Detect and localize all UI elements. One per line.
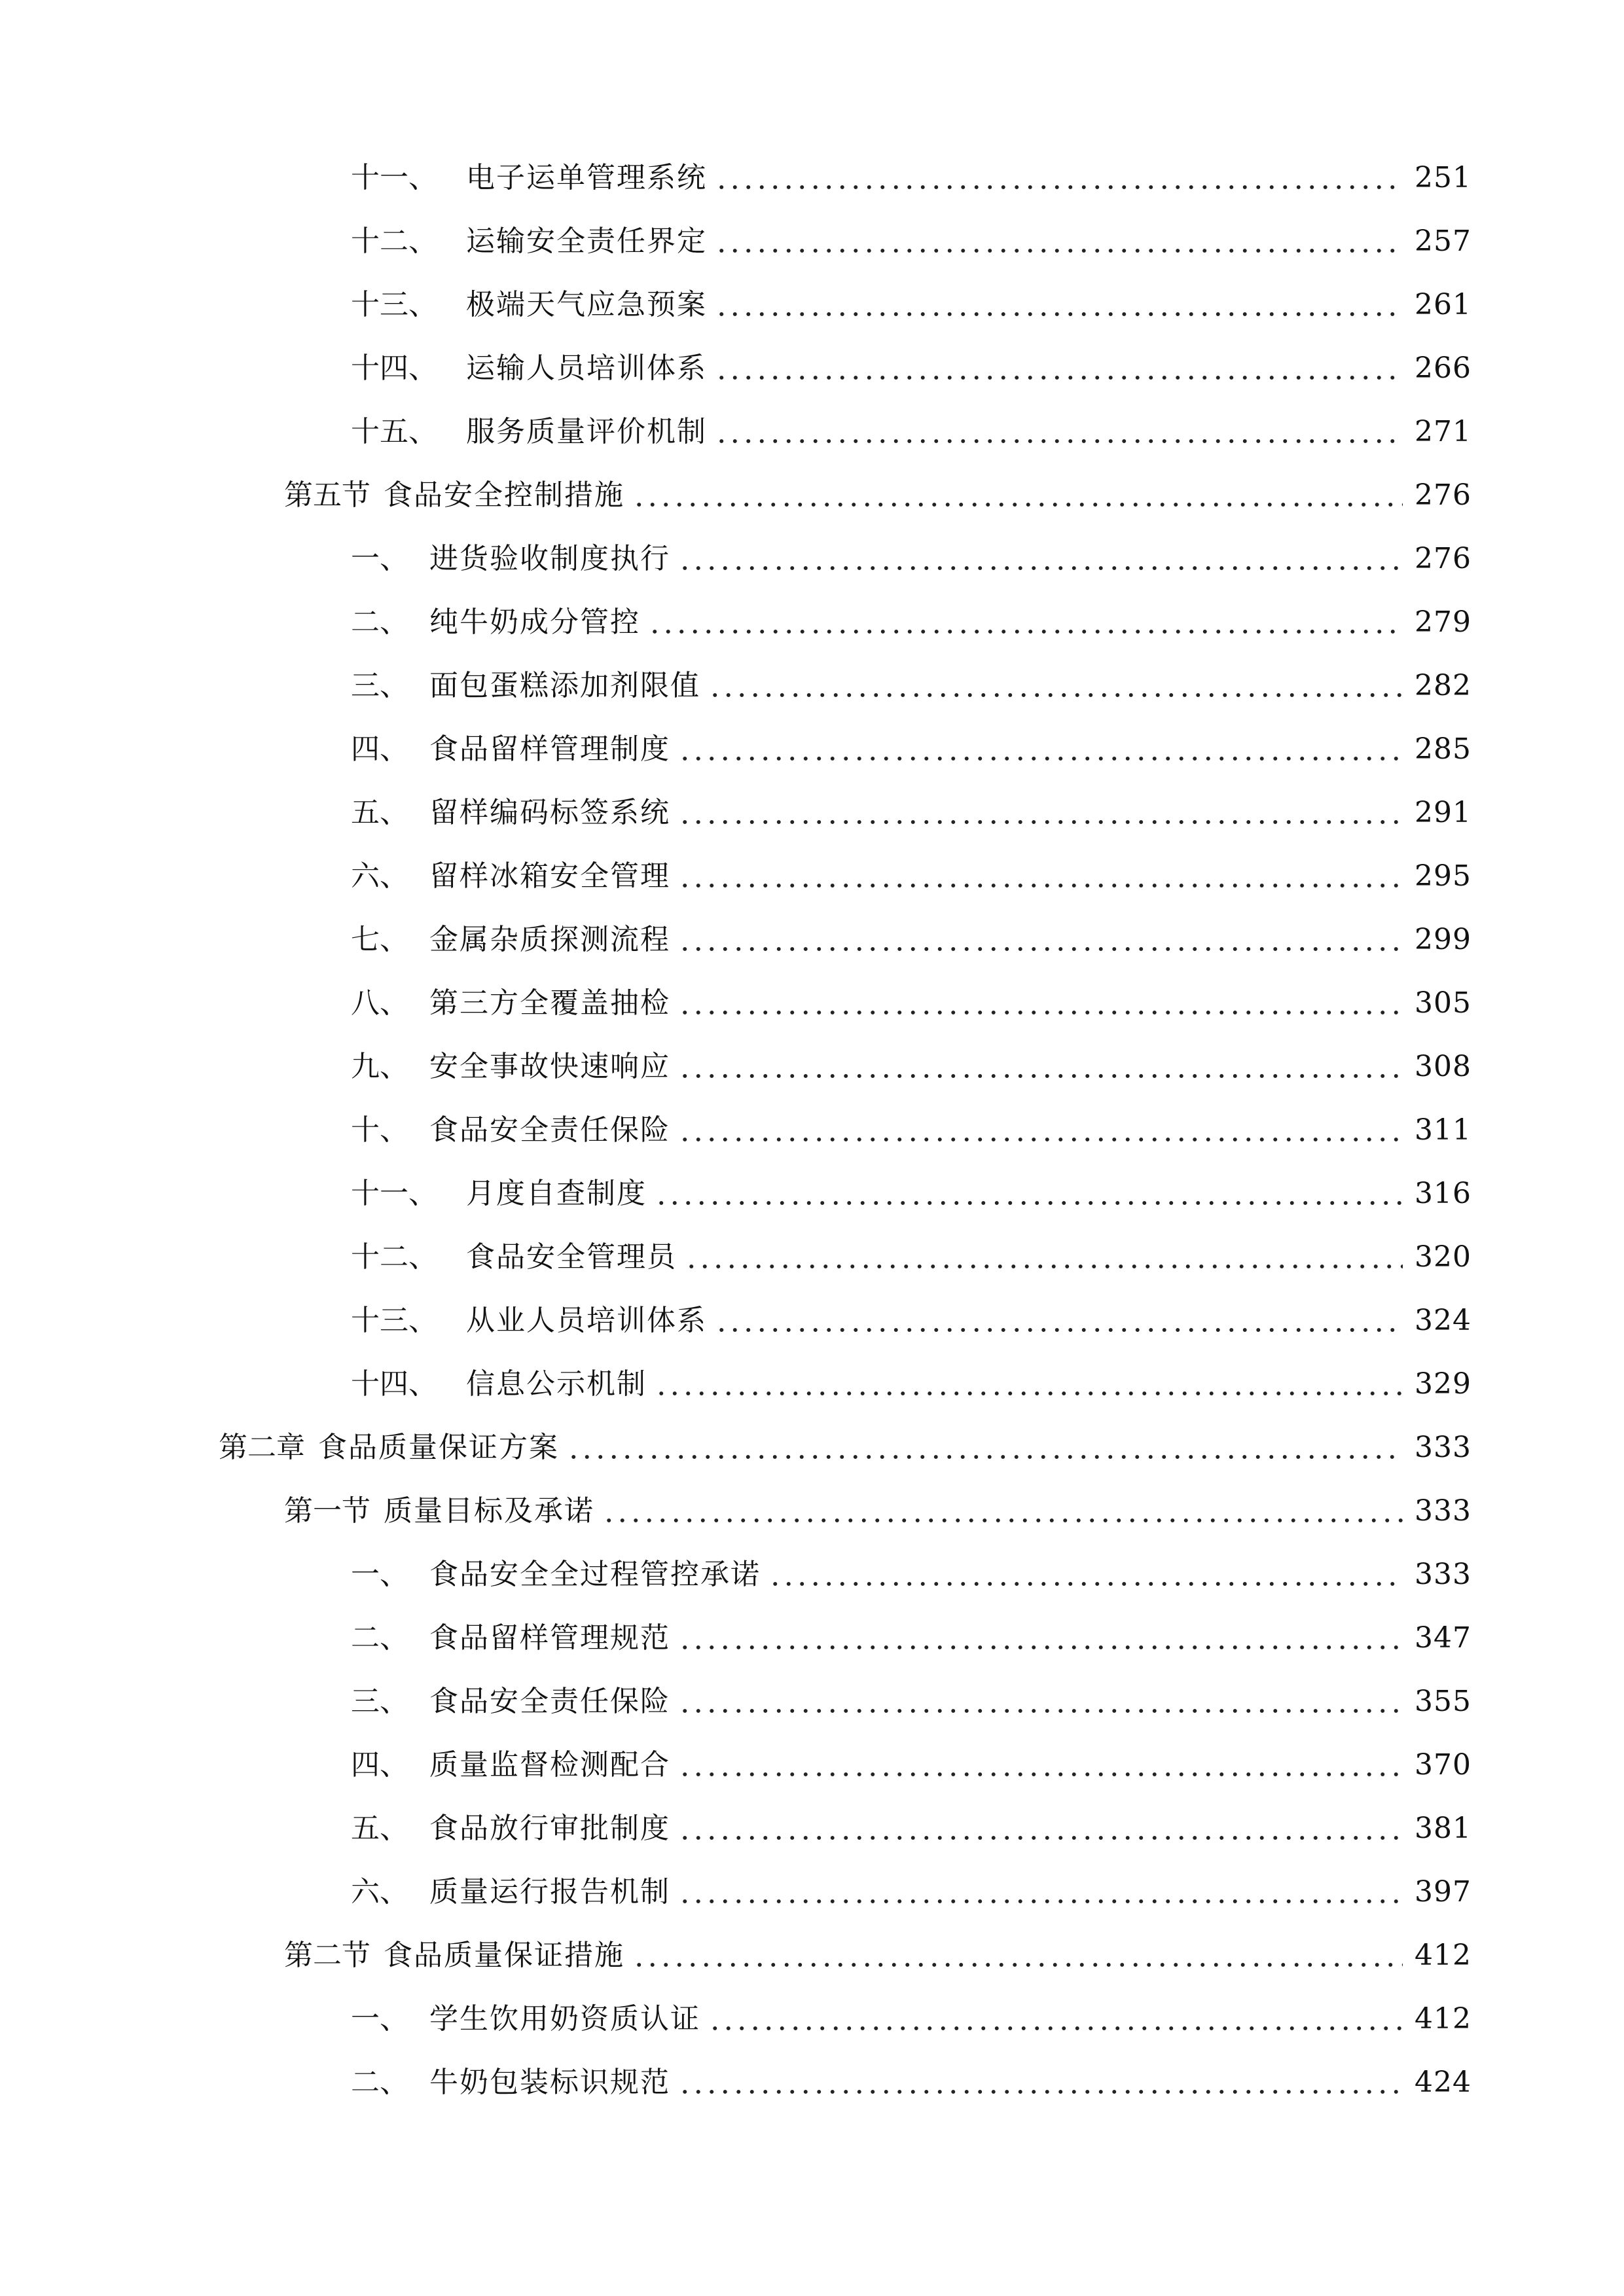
toc-entry-number: 十一、 — [351, 161, 437, 194]
toc-entry[interactable] — [351, 2063, 1471, 2102]
toc-entry[interactable] — [351, 920, 1471, 960]
toc-entry[interactable] — [351, 349, 1471, 388]
dot-leader — [678, 793, 1403, 833]
toc-entry-page: 308 — [1415, 1050, 1471, 1083]
toc-entry-page: 295 — [1415, 859, 1471, 893]
toc-entry[interactable] — [351, 412, 1471, 452]
toc-entry-page: 261 — [1415, 288, 1471, 321]
toc-entry-number: 十五、 — [351, 415, 437, 448]
toc-entry-title: 电子运单管理系统 — [466, 161, 707, 194]
dot-leader — [655, 1174, 1403, 1213]
toc-entry[interactable] — [351, 1238, 1471, 1277]
toc-entry[interactable] — [351, 285, 1471, 325]
toc-entry-number: 七、 — [351, 923, 408, 956]
toc-entry-number: 三、 — [351, 669, 408, 702]
dot-leader — [655, 1365, 1403, 1404]
toc-entry[interactable] — [351, 539, 1471, 579]
dot-leader — [708, 2000, 1403, 2039]
toc-entry-title: 食品留样管理制度 — [429, 732, 670, 766]
toc-entry-title: 留样编码标签系统 — [429, 796, 670, 829]
toc-entry[interactable] — [351, 1174, 1471, 1213]
toc-entry-page: 311 — [1415, 1113, 1471, 1147]
dot-leader — [648, 603, 1403, 642]
dot-leader — [715, 412, 1403, 452]
toc-entry-title: 食品安全控制措施 — [384, 478, 624, 512]
toc-entry-section[interactable] — [284, 1936, 1471, 1975]
toc-entry-title: 质量运行报告机制 — [429, 1875, 670, 1909]
toc-entry-page: 316 — [1415, 1177, 1471, 1210]
toc-entry-title: 留样冰箱安全管理 — [429, 859, 670, 893]
toc-entry-page: 412 — [1415, 2002, 1471, 2036]
toc-entry-page: 276 — [1415, 478, 1471, 512]
toc-entry-page: 333 — [1415, 1431, 1471, 1464]
toc-entry[interactable] — [351, 857, 1471, 896]
dot-leader — [715, 285, 1403, 325]
toc-entry-title: 金属杂质探测流程 — [429, 923, 670, 956]
toc-entry[interactable] — [351, 984, 1471, 1023]
toc-entry-page: 397 — [1415, 1875, 1471, 1909]
toc-entry-section[interactable] — [284, 476, 1471, 515]
toc-entry-title: 食品质量保证方案 — [318, 1431, 559, 1464]
toc-entry-number: 第二章 — [219, 1431, 305, 1464]
toc-entry[interactable] — [351, 1682, 1471, 1721]
toc-entry[interactable] — [351, 158, 1471, 198]
toc-entry-number: 五、 — [351, 796, 408, 829]
toc-entry-title: 服务质量评价机制 — [466, 415, 707, 448]
toc-entry[interactable] — [351, 793, 1471, 833]
toc-entry-page: 329 — [1415, 1367, 1471, 1401]
toc-entry[interactable] — [351, 1619, 1471, 1658]
toc-entry-page: 282 — [1415, 669, 1471, 702]
toc-entry-title: 食品安全责任保险 — [429, 1113, 670, 1147]
toc-entry-number: 一、 — [351, 1558, 408, 1591]
toc-entry[interactable] — [351, 1555, 1471, 1594]
toc-entry-title: 第三方全覆盖抽检 — [429, 986, 670, 1020]
dot-leader — [678, 857, 1403, 896]
toc-entry-page: 276 — [1415, 542, 1471, 575]
toc-entry-title: 食品安全全过程管控承诺 — [429, 1558, 761, 1591]
toc-entry-page: 279 — [1415, 605, 1471, 639]
toc-entry-title: 月度自查制度 — [466, 1177, 647, 1210]
toc-entry-number: 第五节 — [284, 478, 370, 512]
dot-leader — [678, 1682, 1403, 1721]
toc-entry-title: 运输安全责任界定 — [466, 224, 707, 258]
toc-entry-page: 299 — [1415, 923, 1471, 956]
toc-entry-title: 进货验收制度执行 — [429, 542, 670, 575]
dot-leader — [715, 222, 1403, 261]
toc-entry-number: 第一节 — [284, 1494, 370, 1528]
dot-leader — [715, 349, 1403, 388]
toc-entry-number: 二、 — [351, 1621, 408, 1655]
dot-leader — [708, 666, 1403, 706]
toc-entry-page: 266 — [1415, 351, 1471, 385]
toc-entry-number: 一、 — [351, 542, 408, 575]
toc-entry-number: 六、 — [351, 1875, 408, 1909]
dot-leader — [678, 539, 1403, 579]
toc-entry[interactable] — [351, 1873, 1471, 1912]
toc-entry-page: 271 — [1415, 415, 1471, 448]
toc-entry-title: 食品安全责任保险 — [429, 1685, 670, 1718]
toc-entry[interactable] — [351, 1809, 1471, 1848]
toc-entry[interactable] — [351, 1111, 1471, 1150]
toc-entry-chapter[interactable] — [219, 1428, 1471, 1467]
toc-entry-number: 九、 — [351, 1050, 408, 1083]
toc-entry-number: 三、 — [351, 1685, 408, 1718]
toc-entry-page: 370 — [1415, 1748, 1471, 1782]
dot-leader — [678, 920, 1403, 960]
toc-entry-number: 八、 — [351, 986, 408, 1020]
toc-entry-number: 二、 — [351, 2066, 408, 2099]
toc-entry-number: 二、 — [351, 605, 408, 639]
toc-entry-number: 四、 — [351, 732, 408, 766]
toc-entry-page: 424 — [1415, 2066, 1471, 2099]
toc-entry-page: 381 — [1415, 1812, 1471, 1845]
toc-entry-title: 学生饮用奶资质认证 — [429, 2002, 700, 2036]
dot-leader — [678, 730, 1403, 769]
toc-entry-number: 十二、 — [351, 1240, 437, 1274]
toc-entry[interactable] — [351, 1746, 1471, 1785]
dot-leader — [678, 1111, 1403, 1150]
toc-entry-page: 251 — [1415, 161, 1471, 194]
toc-entry-page: 291 — [1415, 796, 1471, 829]
toc-entry[interactable] — [351, 1365, 1471, 1404]
toc-entry[interactable] — [351, 666, 1471, 706]
dot-leader — [678, 1619, 1403, 1658]
toc-entry-number: 十四、 — [351, 351, 437, 385]
toc-entry-page: 355 — [1415, 1685, 1471, 1718]
toc-entry-title: 面包蛋糕添加剂限值 — [429, 669, 700, 702]
toc-entry-title: 食品放行审批制度 — [429, 1812, 670, 1845]
toc-entry-page: 320 — [1415, 1240, 1471, 1274]
dot-leader — [678, 984, 1403, 1023]
dot-leader — [768, 1555, 1403, 1594]
dot-leader — [678, 2063, 1403, 2102]
toc-entry-title: 质量目标及承诺 — [384, 1494, 594, 1528]
toc-entry-title: 纯牛奶成分管控 — [429, 605, 640, 639]
dot-leader — [678, 1873, 1403, 1912]
toc-entry-title: 从业人员培训体系 — [466, 1304, 707, 1337]
toc-entry[interactable] — [351, 730, 1471, 769]
toc-entry-title: 安全事故快速响应 — [429, 1050, 670, 1083]
toc-entry-number: 十、 — [351, 1113, 408, 1147]
toc-entry-title: 信息公示机制 — [466, 1367, 647, 1401]
toc-entry-title: 食品质量保证措施 — [384, 1939, 624, 1972]
dot-leader — [567, 1428, 1403, 1467]
toc-entry-number: 一、 — [351, 2002, 408, 2036]
toc-entry-number: 四、 — [351, 1748, 408, 1782]
toc-entry-number: 十一、 — [351, 1177, 437, 1210]
toc-entry-page: 257 — [1415, 224, 1471, 258]
toc-entry[interactable] — [351, 2000, 1471, 2039]
toc-entry-section[interactable] — [284, 1492, 1471, 1531]
toc-entry-title: 食品安全管理员 — [466, 1240, 677, 1274]
toc-entry-page: 333 — [1415, 1558, 1471, 1591]
toc-entry-title: 质量监督检测配合 — [429, 1748, 670, 1782]
toc-entry-number: 五、 — [351, 1812, 408, 1845]
toc-entry-title: 极端天气应急预案 — [466, 288, 707, 321]
toc-entry-page: 347 — [1415, 1621, 1471, 1655]
toc-entry[interactable] — [351, 1301, 1471, 1340]
toc-entry-page: 324 — [1415, 1304, 1471, 1337]
toc-entry-number: 第二节 — [284, 1939, 370, 1972]
toc-entry-title: 运输人员培训体系 — [466, 351, 707, 385]
dot-leader — [602, 1492, 1403, 1531]
dot-leader — [715, 1301, 1403, 1340]
dot-leader — [678, 1746, 1403, 1785]
dot-leader — [715, 158, 1403, 198]
toc-entry-page: 333 — [1415, 1494, 1471, 1528]
dot-leader — [678, 1047, 1403, 1086]
toc-entry[interactable] — [351, 1047, 1471, 1086]
toc-entry-number: 十三、 — [351, 1304, 437, 1337]
toc-entry[interactable] — [351, 603, 1471, 642]
toc-entry-page: 285 — [1415, 732, 1471, 766]
toc-entry-number: 十三、 — [351, 288, 437, 321]
toc-entry-number: 十二、 — [351, 224, 437, 258]
toc-entry-title: 食品留样管理规范 — [429, 1621, 670, 1655]
dot-leader — [632, 1936, 1403, 1975]
toc-entry-number: 十四、 — [351, 1367, 437, 1401]
toc-entry-page: 305 — [1415, 986, 1471, 1020]
dot-leader — [632, 476, 1403, 515]
dot-leader — [685, 1238, 1403, 1277]
toc-entry[interactable] — [351, 222, 1471, 261]
toc-entry-page: 412 — [1415, 1939, 1471, 1972]
toc-entry-number: 六、 — [351, 859, 408, 893]
toc-entry-title: 牛奶包装标识规范 — [429, 2066, 670, 2099]
dot-leader — [678, 1809, 1403, 1848]
